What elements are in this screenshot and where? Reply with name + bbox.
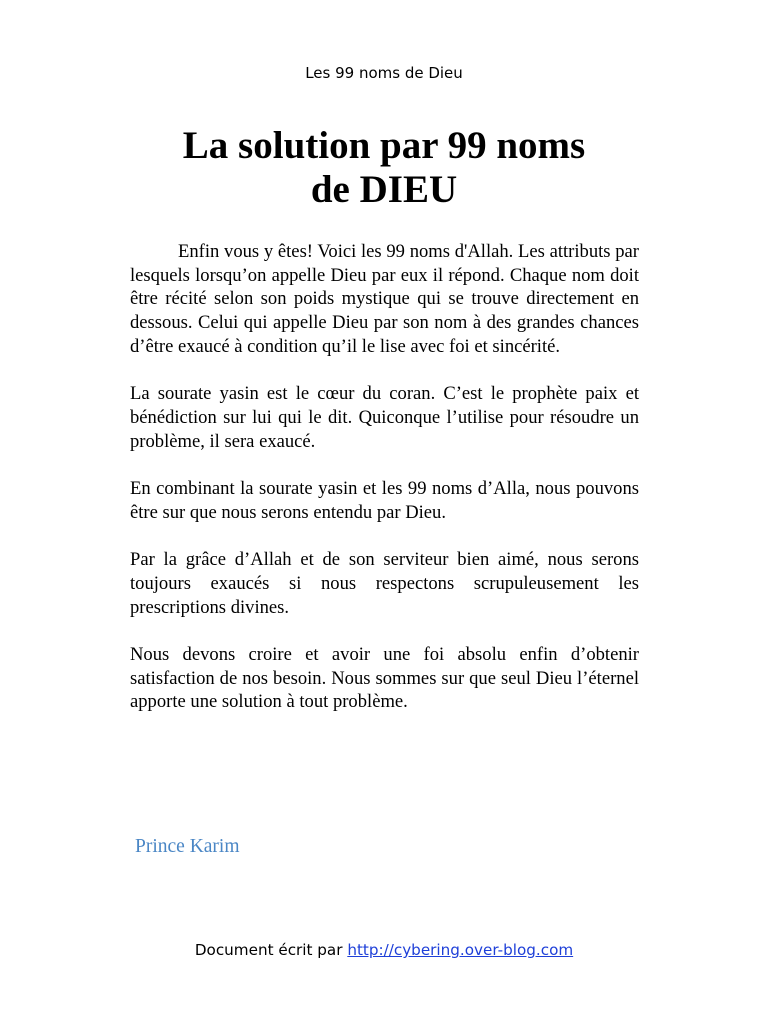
paragraph-grace: Par la grâce d’Allah et de son serviteur bien aimé, nous serons toujours exaucés si nous respectons scrupuleusement les prescriptions divines. <box>130 549 639 618</box>
body-text <box>130 240 639 738</box>
title-line-1: La solution par 99 noms <box>182 124 586 167</box>
footer <box>0 941 768 959</box>
footer-prefix: Document écrit par <box>194 941 348 959</box>
paragraph-yasin: La sourate yasin est le cœur du coran. C’est le prophète paix et bénédiction sur lui qui le dit. Quiconque l’utilise pour résoudre un problème, il sera exaucé. <box>130 383 639 452</box>
paragraph-faith: Nous devons croire et avoir une foi absolu enfin d’obtenir satisfaction de nos besoin. Nous sommes sur que seul Dieu l’éternel apporte une solution à tout problème. <box>130 643 639 713</box>
page-title <box>100 124 668 212</box>
running-title: Les 99 noms de Dieu <box>305 64 463 82</box>
paragraph-intro: Enfin vous y êtes! Voici les 99 noms d'Allah. Les attributs par lesquels lorsqu’on appelle Dieu par eux il répond. Chaque nom doit être récité selon son poids mystique qui se trouve directement en dessous. Celui qui appelle Dieu par son nom à des grandes chances d’être exaucé à condition qu’il le lise avec foi et sincérité. <box>130 241 639 357</box>
paragraph-combining: En combinant la sourate yasin et les 99 noms d’Alla, nous pouvons être sur que nous serons entendu par Dieu. <box>130 478 639 523</box>
title-line-2: de DIEU <box>310 168 458 211</box>
running-header <box>0 64 768 82</box>
signature: Prince Karim <box>135 836 240 857</box>
footer-link[interactable]: http://cybering.over-blog.com <box>347 941 574 959</box>
